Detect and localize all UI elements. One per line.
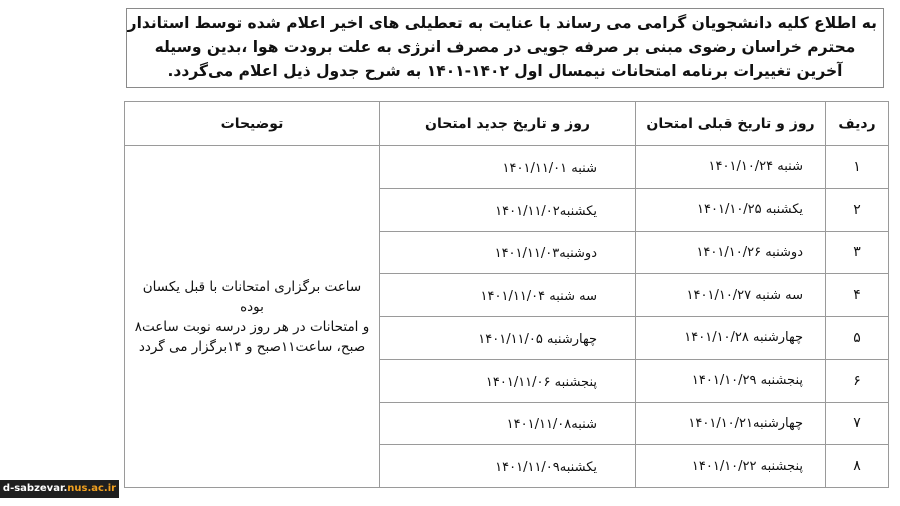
row-number: ۶ [826,359,889,402]
previous-date: یکشنبه ۱۴۰۱/۱۰/۲۵ [636,188,826,231]
notes-line-2: و امتحانات در هر روز درسه نوبت ساعت۸ [134,318,370,335]
header-row-number: ردیف [826,102,889,146]
notice-line-2: محترم خراسان رضوی مبنی بر صرفه جویی در مصرف انرژی به علت برودت هوا ،بدین وسیله [154,38,856,56]
header-previous-date: روز و تاریخ قبلی امتحان [636,102,826,146]
notice-box [126,8,884,88]
previous-date: پنجشنبه ۱۴۰۱/۱۰/۲۲ [636,445,826,488]
notes-line-1: ساعت برگزاری امتحانات با قبل یکسان بوده [142,278,362,315]
new-date: یکشنبه۱۴۰۱/۱۱/۰۹ [380,445,636,488]
site-watermark [0,480,119,498]
header-notes: توضیحات [125,102,380,146]
notes-line-3: صبح، ساعت۱۱صبح و ۱۴برگزار می گردد [138,338,366,355]
new-date: چهارشنبه ۱۴۰۱/۱۱/۰۵ [380,317,636,360]
previous-date: دوشنبه ۱۴۰۱/۱۰/۲۶ [636,231,826,274]
previous-date: پنجشنبه ۱۴۰۱/۱۰/۲۹ [636,359,826,402]
notes-cell [125,146,380,488]
row-number: ۴ [826,274,889,317]
new-date: سه شنبه ۱۴۰۱/۱۱/۰۴ [380,274,636,317]
watermark-prefix: d-sabzevar. [2,483,68,494]
table-row [125,146,889,189]
notice-line-3: آخرین تغییرات برنامه امتحانات نیمسال اول ۱۴۰۲-۱۴۰۱ به شرح جدول ذیل اعلام می‌گردد. [167,62,843,80]
new-date: شنبه ۱۴۰۱/۱۱/۰۱ [380,146,636,189]
row-number: ۵ [826,317,889,360]
new-date: پنجشنبه ۱۴۰۱/۱۱/۰۶ [380,359,636,402]
table-header-row [125,102,889,146]
new-date: دوشنبه۱۴۰۱/۱۱/۰۳ [380,231,636,274]
previous-date: چهارشنبه۱۴۰۱/۱۰/۲۱ [636,402,826,445]
notice-line-1: به اطلاع کلیه دانشجویان گرامی می رساند با عنایت به تعطیلی های اخیر اعلام شده توسط استاندار [127,14,877,32]
previous-date: چهارشنبه ۱۴۰۱/۱۰/۲۸ [636,317,826,360]
previous-date: سه شنبه ۱۴۰۱/۱۰/۲۷ [636,274,826,317]
row-number: ۳ [826,231,889,274]
row-number: ۱ [826,146,889,189]
exam-schedule-table [124,101,889,488]
previous-date: شنبه ۱۴۰۱/۱۰/۲۴ [636,146,826,189]
header-new-date: روز و تاریخ جدید امتحان [380,102,636,146]
new-date: یکشنبه۱۴۰۱/۱۱/۰۲ [380,188,636,231]
watermark-domain: nus.ac.ir [67,483,117,494]
row-number: ۸ [826,445,889,488]
row-number: ۷ [826,402,889,445]
row-number: ۲ [826,188,889,231]
new-date: شنبه۱۴۰۱/۱۱/۰۸ [380,402,636,445]
